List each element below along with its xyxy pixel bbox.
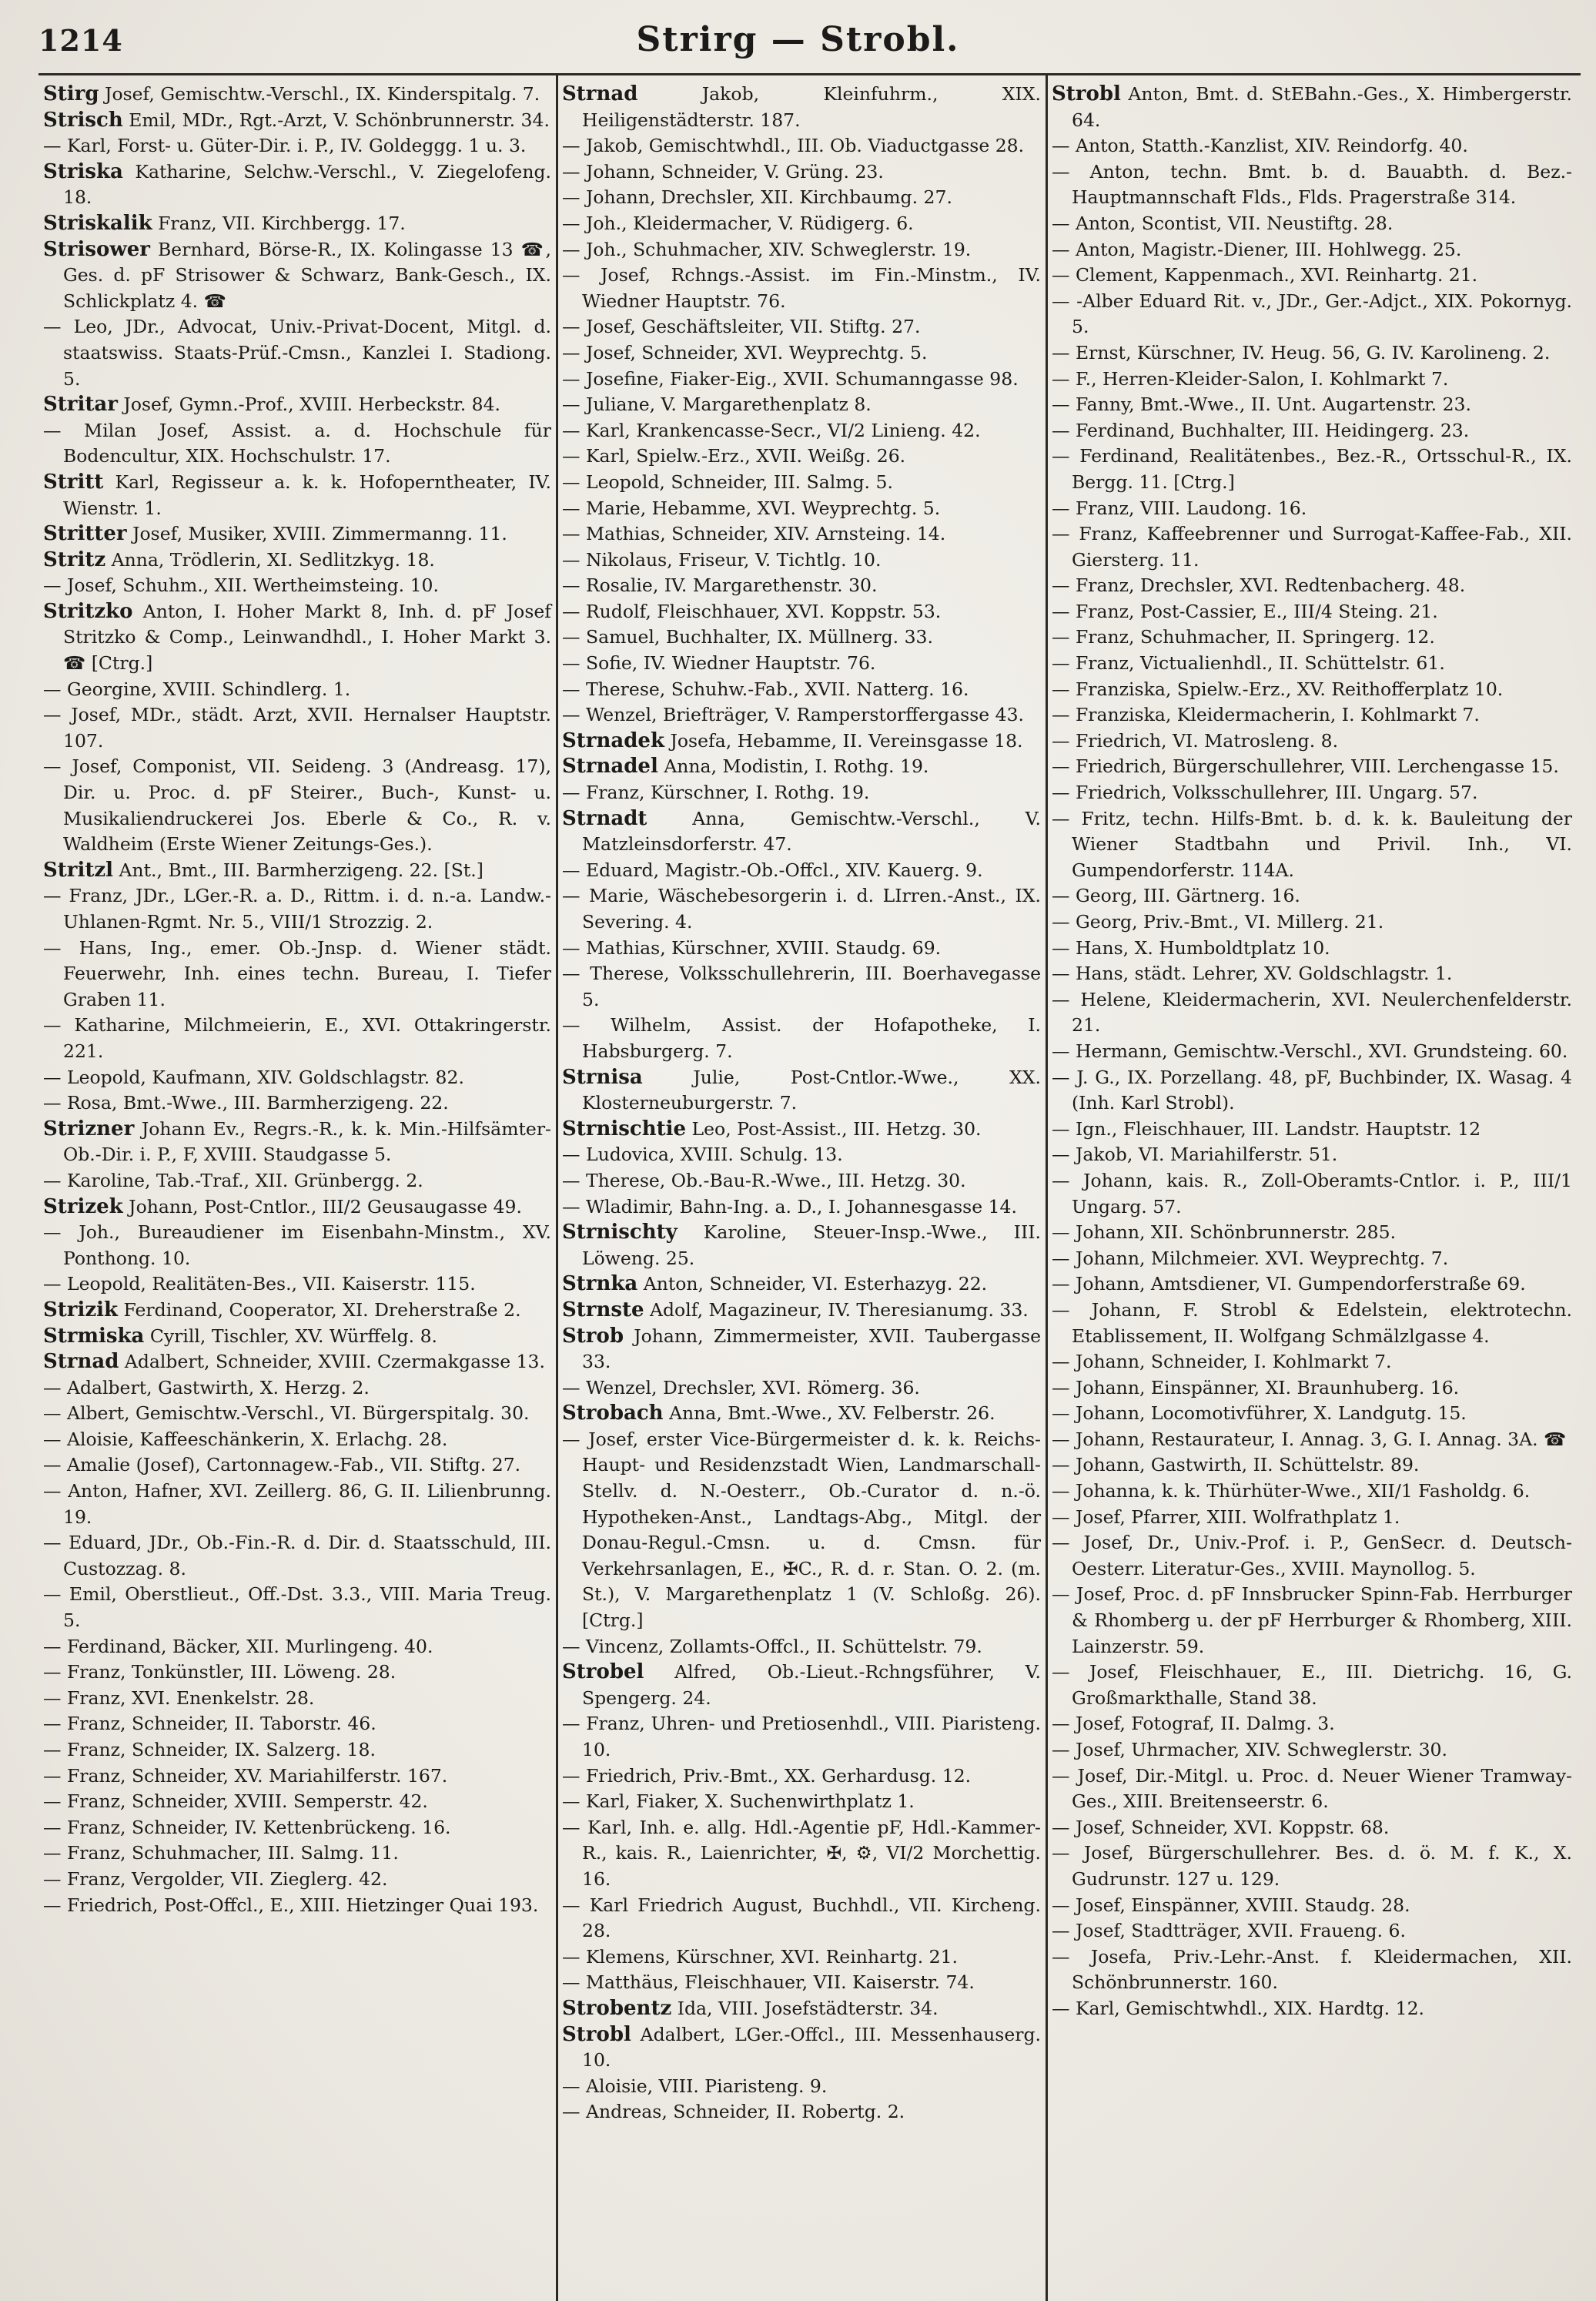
entry-surname: Strnad <box>562 82 638 106</box>
directory-entry: — Josef, Geschäftsleiter, VII. Stiftg. 27. <box>562 316 921 338</box>
directory-entry: — J. G., IX. Porzellang. 48, pF, Buchbinder, IX. Wasag. 4 (Inh. Karl Strobl). <box>1052 1066 1572 1114</box>
directory-entry: — Albert, Gemischtw.-Verschl., VI. Bürgerspitalg. 30. <box>43 1402 530 1425</box>
directory-entry: — Karl Friedrich August, Buchhdl., VII. Kircheng. 28. <box>562 1894 1041 1942</box>
directory-entry: — Nikolaus, Friseur, V. Tichtlg. 10. <box>562 548 882 571</box>
entry-surname: Strnka <box>562 1272 638 1296</box>
header-rule <box>38 73 1581 75</box>
directory-entry: — Fritz, techn. Hilfs-Bmt. b. d. k. k. Bauleitung der Wiener Stadtbahn und Privil. Inh., VI. Gumpendorferstr. 114A. <box>1052 807 1572 881</box>
directory-entry: — Josefa, Priv.-Lehr.-Anst. f. Kleidermachen, XII. Schönbrunnerstr. 160. <box>1052 1945 1572 1994</box>
directory-entry: — Johann, Drechsler, XII. Kirchbaumg. 27. <box>562 186 952 209</box>
entry-surname: Strnadt <box>562 806 647 830</box>
entry-surname: Strizik <box>43 1298 119 1321</box>
directory-entry: — Johann, Einspänner, XI. Braunhuberg. 16. <box>1052 1376 1460 1398</box>
directory-entry: — Karoline, Tab.-Traf., XII. Grünbergg. 2. <box>43 1169 423 1191</box>
directory-entry: — Hans, X. Humboldtplatz 10. <box>1052 936 1330 959</box>
directory-entry: — Georg, Priv.-Bmt., VI. Millerg. 21. <box>1052 911 1384 933</box>
directory-entry: — Franz, Victualienhdl., II. Schüttelstr. 61. <box>1052 652 1445 675</box>
directory-entry: — Franz, Schneider, II. Taborstr. 46. <box>43 1713 376 1735</box>
directory-entry: — Therese, Ob.-Bau-R.-Wwe., III. Hetzg. 30. <box>562 1169 966 1191</box>
column-3 <box>1052 82 1572 2022</box>
directory-entry: Strisch Emil, MDr., Rgt.-Arzt, V. Schönbrunnerstr. 34. <box>43 108 550 132</box>
directory-entry: — Josef, Pfarrer, XIII. Wolfrathplatz 1. <box>1052 1506 1400 1528</box>
directory-entry: — Matthäus, Fleischhauer, VII. Kaiserstr. 74. <box>562 1971 975 1994</box>
directory-entry: — Eduard, Magistr.-Ob.-Offcl., XIV. Kauerg. 9. <box>562 859 983 881</box>
directory-entry: — Klemens, Kürschner, XVI. Reinhartg. 21. <box>562 1945 959 1968</box>
directory-entry: — Wenzel, Drechsler, XVI. Römerg. 36. <box>562 1376 920 1398</box>
entry-surname: Strmiska <box>43 1324 145 1348</box>
directory-entry: — Andreas, Schneider, II. Robertg. 2. <box>562 2101 905 2123</box>
directory-entry: Strob Johann, Zimmermeister, XVII. Taubergasse 33. <box>562 1324 1041 1373</box>
directory-entry: — Hans, städt. Lehrer, XV. Goldschlagstr. 1. <box>1052 963 1453 985</box>
directory-entry: — Anton, Hafner, XVI. Zeillerg. 86, G. II. Lilienbrunng. 19. <box>43 1480 551 1528</box>
directory-entry: — Karl, Krankencasse-Secr., VI/2 Linieng. 42. <box>562 419 981 441</box>
column-divider-2 <box>1046 73 1048 2301</box>
directory-entry: — Johann, Locomotivführer, X. Landgutg. 15. <box>1052 1402 1467 1425</box>
directory-entry: — Amalie (Josef), Cartonnagew.-Fab., VII. Stiftg. 27. <box>43 1454 521 1476</box>
directory-entry: Strizner Johann Ev., Regrs.-R., k. k. Min.-Hilfsämter-Ob.-Dir. i. P., F, XVIII. Staudgasse 5. <box>43 1117 551 1166</box>
directory-entry: — Aloisie, Kaffeeschänkerin, X. Erlachg. 28. <box>43 1428 448 1450</box>
entry-surname: Strizek <box>43 1194 123 1218</box>
directory-entry: — Karl, Fiaker, X. Suchenwirthplatz 1. <box>562 1790 915 1813</box>
directory-entry: — Josef, Uhrmacher, XIV. Schweglerstr. 30. <box>1052 1739 1447 1760</box>
directory-entry: — Friedrich, Priv.-Bmt., XX. Gerhardusg. 12. <box>562 1764 972 1787</box>
directory-entry: Striska Katharine, Selchw.-Verschl., V. Ziegelofeng. 18. <box>43 159 551 209</box>
directory-entry: — Anton, Magistr.-Diener, III. Hohlwegg. 25. <box>1052 238 1462 260</box>
entry-surname: Striskalik <box>43 211 152 235</box>
directory-entry: — Josef, erster Vice-Bürgermeister d. k. k. Reichs-Haupt- und Residenzstadt Wien, Landmarschall-Stellv. d. N.-Oesterr., Ob.-Curator d. n.-ö. Hypotheken-Anst., Landtags-Abg., Mitgl. der Donau-Regul.-Cmsn. u. d. Cmsn. für Verkehrsanlagen, E., ✠C., R. d. r. Stan. O. 2. (m. St.), V. Margarethenplatz 1 (V. Schloßg. 26). [Ctrg.] <box>562 1428 1041 1632</box>
directory-entry: — Friedrich, VI. Matrosleng. 8. <box>1052 729 1339 752</box>
directory-entry: Strisower Bernhard, Börse-R., IX. Kolingasse 13 ☎, Ges. d. pF Strisower & Schwarz, Bank-Gesch., IX. Schlickplatz 4. ☎ <box>43 237 551 312</box>
entry-surname: Strnad <box>43 1350 119 1374</box>
directory-entry: — Clement, Kappenmach., XVI. Reinhartg. 21. <box>1052 264 1478 286</box>
running-head: Strirg — Strobl. <box>636 20 960 59</box>
entry-surname: Strobl <box>562 2022 631 2046</box>
directory-entry: — Ferdinand, Realitätenbes., Bez.-R., Ortsschul-R., IX. Bergg. 11. [Ctrg.] <box>1052 445 1572 493</box>
column-1 <box>43 82 551 1918</box>
directory-entry: — Juliane, V. Margarethenplatz 8. <box>562 394 872 416</box>
directory-entry: — Franz, Schuhmacher, III. Salmg. 11. <box>43 1842 399 1864</box>
directory-entry: — Josef, Bürgerschullehrer. Bes. d. ö. M. f. K., X. Gudrunstr. 127 u. 129. <box>1052 1842 1572 1890</box>
entry-surname: Stritz <box>43 548 106 571</box>
entry-surname: Striska <box>43 159 123 183</box>
directory-entry: — Franz, Vergolder, VII. Zieglerg. 42. <box>43 1867 388 1890</box>
directory-entry: — Johanna, k. k. Thürhüter-Wwe., XII/1 Fasholdg. 6. <box>1052 1480 1531 1502</box>
directory-entry: — Wilhelm, Assist. der Hofapotheke, I. Habsburgerg. 7. <box>562 1014 1041 1062</box>
entry-surname: Strobach <box>562 1402 664 1425</box>
directory-entry: Strnadel Anna, Modistin, I. Rothg. 19. <box>562 755 929 779</box>
directory-entry: — Josef, Einspänner, XVIII. Staudg. 28. <box>1052 1894 1410 1916</box>
directory-entry: — -Alber Eduard Rit. v., JDr., Ger.-Adjct., XIX. Pokornyg. 5. <box>1052 290 1572 338</box>
directory-entry: — Johann, Milchmeier. XVI. Weyprechtg. 7. <box>1052 1247 1449 1269</box>
directory-entry: — Johann, Restaurateur, I. Annag. 3, G. I. Annag. 3A. ☎ <box>1052 1428 1567 1450</box>
directory-entry: Strobel Alfred, Ob.-Lieut.-Rchngsführer, V. Spengerg. 24. <box>562 1660 1041 1709</box>
directory-entry: — Wladimir, Bahn-Ing. a. D., I. Johannesgasse 14. <box>562 1195 1017 1217</box>
directory-entry: — Josef, Fleischhauer, E., III. Dietrichg. 16, G. Großmarkthalle, Stand 38. <box>1052 1661 1572 1709</box>
directory-entry: — Josef, Rchngs.-Assist. im Fin.-Minstm., IV. Wiedner Hauptstr. 76. <box>562 264 1041 312</box>
directory-entry: — Franziska, Spielw.-Erz., XV. Reithofferplatz 10. <box>1052 678 1504 700</box>
directory-entry: — Karl, Gemischtwhdl., XIX. Hardtg. 12. <box>1052 1997 1424 2019</box>
directory-entry: — Emil, Oberstlieut., Off.-Dst. 3.3., VIII. Maria Treug. 5. <box>43 1583 551 1632</box>
directory-entry: — Marie, Wäschebesorgerin i. d. LIrren.-Anst., IX. Severing. 4. <box>562 885 1041 933</box>
directory-entry: — Franz, Schneider, XVIII. Semperstr. 42. <box>43 1790 428 1813</box>
directory-entry: — Anton, Scontist, VII. Neustiftg. 28. <box>1052 212 1394 234</box>
directory-entry: — Franz, Schneider, IV. Kettenbrückeng. 16. <box>43 1816 451 1838</box>
directory-entry: — Ferdinand, Buchhalter, III. Heidingerg. 23. <box>1052 419 1470 441</box>
directory-entry: Strnste Adolf, Magazineur, IV. Theresianumg. 33. <box>562 1298 1029 1321</box>
directory-entry: — Franz, Kaffeebrenner und Surrogat-Kaffee-Fab., XII. Giersterg. 11. <box>1052 523 1572 571</box>
directory-entry: — Karl, Forst- u. Güter-Dir. i. P., IV. Goldeggg. 1 u. 3. <box>43 135 527 157</box>
directory-entry: — Georg, III. Gärtnerg. 16. <box>1052 885 1300 907</box>
entry-surname: Strnadel <box>562 755 658 779</box>
directory-entry: Stritzko Anton, I. Hoher Markt 8, Inh. d. pF Josef Stritzko & Comp., Leinwandhdl., I. Hoher Markt 3. ☎ [Ctrg.] <box>43 599 551 675</box>
entry-surname: Strisch <box>43 108 123 132</box>
directory-entry: Strnischtie Leo, Post-Assist., III. Hetzg. 30. <box>562 1117 982 1140</box>
directory-entry: — Franz, Drechsler, XVI. Redtenbacherg. 48. <box>1052 574 1466 597</box>
directory-entry: Strobach Anna, Bmt.-Wwe., XV. Felberstr. 26. <box>562 1402 995 1425</box>
directory-entry: Strnadek Josefa, Hebamme, II. Vereinsgasse 18. <box>562 728 1023 752</box>
directory-entry: Stritter Josef, Musiker, XVIII. Zimmermanng. 11. <box>43 522 507 546</box>
entry-surname: Stritar <box>43 393 118 417</box>
entry-surname: Strnste <box>562 1298 644 1321</box>
directory-entry: — Hans, Ing., emer. Ob.-Jnsp. d. Wiener städt. Feuerwehr, Inh. eines techn. Bureau, I. Tiefer Graben 11. <box>43 936 551 1010</box>
directory-entry: — Jakob, Gemischtwhdl., III. Ob. Viaductgasse 28. <box>562 135 1025 157</box>
directory-entry: — Josefine, Fiaker-Eig., XVII. Schumanngasse 98. <box>562 367 1019 390</box>
directory-entry: — Josef, Stadtträger, XVII. Fraueng. 6. <box>1052 1920 1406 1942</box>
directory-entry: — Eduard, JDr., Ob.-Fin.-R. d. Dir. d. Staatsschuld, III. Custozzag. 8. <box>43 1532 551 1579</box>
directory-entry: Strnadt Anna, Gemischtw.-Verschl., V. Matzleinsdorferstr. 47. <box>562 806 1041 856</box>
entry-surname: Strnischtie <box>562 1117 687 1140</box>
directory-entry: — Mathias, Kürschner, XVIII. Staudg. 69. <box>562 936 942 959</box>
directory-entry: — Franz, JDr., LGer.-R. a. D., Rittm. i. d. n.-a. Landw.-Uhlanen-Rgmt. Nr. 5., VIII/1 Strozzig. 2. <box>43 885 551 933</box>
directory-entry: — F., Herren-Kleider-Salon, I. Kohlmarkt 7. <box>1052 367 1449 390</box>
entry-surname: Strnisa <box>562 1065 643 1089</box>
directory-entry: — Anton, Statth.-Kanzlist, XIV. Reindorfg. 40. <box>1052 135 1468 157</box>
directory-entry: — Mathias, Schneider, XIV. Arnsteing. 14. <box>562 523 946 545</box>
entry-surname: Stirg <box>43 82 99 106</box>
entry-surname: Stritter <box>43 522 127 546</box>
entry-surname: Strisower <box>43 237 150 261</box>
directory-entry: — Marie, Hebamme, XVI. Weyprechtg. 5. <box>562 497 941 519</box>
directory-entry: — Friedrich, Bürgerschullehrer, VIII. Lerchengasse 15. <box>1052 755 1559 778</box>
directory-entry: Strnad Adalbert, Schneider, XVIII. Czermakgasse 13. <box>43 1350 545 1374</box>
directory-entry: Strizek Johann, Post-Cntlor., III/2 Geusaugasse 49. <box>43 1194 522 1218</box>
directory-entry: — Leopold, Schneider, III. Salmg. 5. <box>562 471 893 493</box>
directory-entry: — Franz, Schuhmacher, II. Springerg. 12. <box>1052 626 1435 648</box>
directory-entry: Strobentz Ida, VIII. Josefstädterstr. 34. <box>562 1996 939 2020</box>
directory-entry: Strobl Anton, Bmt. d. StEBahn.-Ges., X. Himbergerstr. 64. <box>1052 82 1572 131</box>
directory-entry: Stritzl Ant., Bmt., III. Barmherzigeng. 22. [St.] <box>43 858 483 882</box>
directory-entry: — Leopold, Kaufmann, XIV. Goldschlagstr. 82. <box>43 1066 464 1088</box>
directory-entry: — Franz, VIII. Laudong. 16. <box>1052 497 1307 519</box>
entry-surname: Stritzko <box>43 599 133 623</box>
directory-entry: — Josef, Schneider, XVI. Koppstr. 68. <box>1052 1816 1390 1838</box>
directory-entry: Stritz Anna, Trödlerin, XI. Sedlitzkyg. 18. <box>43 548 435 571</box>
directory-entry: Stritar Josef, Gymn.-Prof., XVIII. Herbeckstr. 84. <box>43 393 501 417</box>
entry-surname: Stritt <box>43 470 104 494</box>
directory-entry: — Franz, Schneider, XV. Mariahilferstr. 167. <box>43 1764 448 1787</box>
directory-entry: — Anton, techn. Bmt. b. d. Bauabth. d. Bez.-Hauptmannschaft Flds., Flds. Pragerstraße 314. <box>1052 160 1572 209</box>
directory-entry: — Friedrich, Post-Offcl., E., XIII. Hietzinger Quai 193. <box>43 1894 539 1916</box>
directory-entry: — Franziska, Kleidermacherin, I. Kohlmarkt 7. <box>1052 704 1480 726</box>
entry-surname: Strobel <box>562 1660 644 1684</box>
directory-entry: Strnisa Julie, Post-Cntlor.-Wwe., XX. Klosterneuburgerstr. 7. <box>562 1065 1041 1114</box>
directory-entry: — Johann, Schneider, V. Grüng. 23. <box>562 160 884 183</box>
directory-entry: — Ign., Fleischhauer, III. Landstr. Hauptstr. 12 <box>1052 1117 1481 1140</box>
directory-entry: — Johann, Gastwirth, II. Schüttelstr. 89. <box>1052 1454 1420 1476</box>
directory-entry: — Johann, kais. R., Zoll-Oberamts-Cntlor. i. P., III/1 Ungarg. 57. <box>1052 1169 1572 1217</box>
directory-entry: — Josef, MDr., städt. Arzt, XVII. Hernalser Hauptstr. 107. <box>43 704 551 752</box>
directory-entry: — Joh., Kleidermacher, V. Rüdigerg. 6. <box>562 212 914 234</box>
directory-entry: — Franz, Post-Cassier, E., III/4 Steing. 21. <box>1052 600 1438 622</box>
directory-entry: — Joh., Schuhmacher, XIV. Schweglerstr. 19. <box>562 238 972 260</box>
directory-entry: — Leo, JDr., Advocat, Univ.-Privat-Docent, Mitgl. d. staatswiss. Staats-Prüf.-Cmsn., Kanzlei I. Stadiong. 5. <box>43 316 551 390</box>
directory-entry: — Wenzel, Briefträger, V. Ramperstorffergasse 43. <box>562 704 1025 726</box>
directory-entry: — Josef, Dr., Univ.-Prof. i. P., GenSecr. d. Deutsch-Oesterr. Literatur-Ges., XVIII. Maynollog. 5. <box>1052 1532 1572 1579</box>
directory-entry: — Karl, Inh. e. allg. Hdl.-Agentie pF, Hdl.-Kammer-R., kais. R., Laienrichter, ✠, ⚙, VI/2 Morchettig. 16. <box>562 1816 1041 1890</box>
directory-entry: — Katharine, Milchmeierin, E., XVI. Ottakringerstr. 221. <box>43 1014 551 1062</box>
directory-entry: — Ferdinand, Bäcker, XII. Murlingeng. 40. <box>43 1635 433 1657</box>
column-divider-1 <box>556 73 558 2301</box>
directory-entry: Strizik Ferdinand, Cooperator, XI. Dreherstraße 2. <box>43 1298 521 1321</box>
directory-entry: — Franz, XVI. Enenkelstr. 28. <box>43 1686 315 1709</box>
directory-entry: — Johann, F. Strobl & Edelstein, elektrotechn. Etablissement, II. Wolfgang Schmälzlgasse 4. <box>1052 1298 1572 1347</box>
directory-entry: — Rosalie, IV. Margarethenstr. 30. <box>562 574 878 597</box>
directory-entry: — Jakob, VI. Mariahilferstr. 51. <box>1052 1144 1338 1166</box>
directory-entry: — Sofie, IV. Wiedner Hauptstr. 76. <box>562 652 876 675</box>
entry-surname: Strobentz <box>562 1996 672 2020</box>
entry-surname: Strnadek <box>562 728 664 752</box>
directory-entry: Strnad Jakob, Kleinfuhrm., XIX. Heiligenstädterstr. 187. <box>562 82 1041 131</box>
directory-entry: — Franz, Uhren- und Pretiosenhdl., VIII. Piaristeng. 10. <box>562 1713 1041 1760</box>
entry-surname: Strobl <box>1052 82 1121 106</box>
directory-entry: Strnischty Karoline, Steuer-Insp.-Wwe., III. Löweng. 25. <box>562 1221 1041 1269</box>
directory-entry: — Helene, Kleidermacherin, XVI. Neulerchenfelderstr. 21. <box>1052 988 1572 1037</box>
entry-surname: Strizner <box>43 1117 135 1140</box>
directory-entry: — Josef, Schuhm., XII. Wertheimsteing. 10. <box>43 574 439 597</box>
directory-entry: — Joh., Bureaudiener im Eisenbahn-Minstm., XV. Ponthong. 10. <box>43 1221 551 1269</box>
directory-entry: — Johann, XII. Schönbrunnerstr. 285. <box>1052 1221 1397 1244</box>
directory-entry: — Leopold, Realitäten-Bes., VII. Kaiserstr. 115. <box>43 1273 476 1295</box>
directory-entry: Strobl Adalbert, LGer.-Offcl., III. Messenhauserg. 10. <box>562 2022 1041 2072</box>
entry-surname: Strnischty <box>562 1221 678 1244</box>
directory-entry: — Therese, Schuhw.-Fab., XVII. Natterg. 16. <box>562 678 969 700</box>
directory-entry: — Ernst, Kürschner, IV. Heug. 56, G. IV. Karolineng. 2. <box>1052 341 1551 363</box>
directory-entry: Striskalik Franz, VII. Kirchbergg. 17. <box>43 211 406 235</box>
directory-entry: — Samuel, Buchhalter, IX. Müllnerg. 33. <box>562 626 933 648</box>
entry-surname: Stritzl <box>43 858 114 882</box>
directory-entry: — Georgine, XVIII. Schindlerg. 1. <box>43 678 351 700</box>
directory-entry: Stirg Josef, Gemischtw.-Verschl., IX. Kinderspitalg. 7. <box>43 82 540 106</box>
page-number: 1214 <box>38 23 123 58</box>
directory-entry: — Rudolf, Fleischhauer, XVI. Koppstr. 53. <box>562 600 942 622</box>
directory-entry: — Therese, Volksschullehrerin, III. Boerhavegasse 5. <box>562 963 1041 1010</box>
directory-entry: — Johann, Amtsdiener, VI. Gumpendorferstraße 69. <box>1052 1273 1526 1295</box>
directory-entry: — Hermann, Gemischtw.-Verschl., XVI. Grundsteing. 60. <box>1052 1040 1568 1062</box>
directory-entry: — Fanny, Bmt.-Wwe., II. Unt. Augartenstr. 23. <box>1052 394 1471 416</box>
directory-entry: — Johann, Schneider, I. Kohlmarkt 7. <box>1052 1351 1392 1373</box>
directory-entry: — Karl, Spielw.-Erz., XVII. Weißg. 26. <box>562 445 906 467</box>
entry-surname: Strob <box>562 1324 624 1348</box>
directory-entry: — Franz, Tonkünstler, III. Löweng. 28. <box>43 1661 396 1683</box>
directory-entry: — Josef, Componist, VII. Seideng. 3 (Andreasg. 17), Dir. u. Proc. d. pF Steirer., Buch-, Kunst- u. Musikaliendruckerei Jos. Eberle & Co., R. v. Waldheim (Erste Wiener Zeitungs-Ges.). <box>43 755 551 856</box>
directory-entry: — Josef, Fotograf, II. Dalmg. 3. <box>1052 1713 1335 1735</box>
directory-entry: — Josef, Proc. d. pF Innsbrucker Spinn-Fab. Herrburger & Rhomberg u. der pF Herrburger & Rhomberg, XIII. Lainzerstr. 59. <box>1052 1583 1572 1657</box>
directory-entry: — Josef, Dir.-Mitgl. u. Proc. d. Neuer Wiener Tramway-Ges., XIII. Breitenseerstr. 6. <box>1052 1764 1572 1813</box>
directory-entry: Stritt Karl, Regisseur a. k. k. Hofoperntheater, IV. Wienstr. 1. <box>43 470 551 519</box>
column-2 <box>562 82 1041 2125</box>
directory-entry: — Franz, Kürschner, I. Rothg. 19. <box>562 782 870 804</box>
directory-entry: — Franz, Schneider, IX. Salzerg. 18. <box>43 1739 376 1760</box>
directory-entry: — Adalbert, Gastwirth, X. Herzg. 2. <box>43 1376 370 1398</box>
directory-entry: — Josef, Schneider, XVI. Weyprechtg. 5. <box>562 341 928 363</box>
directory-entry: — Aloisie, VIII. Piaristeng. 9. <box>562 2075 828 2097</box>
directory-entry: Strmiska Cyrill, Tischler, XV. Würffelg. 8. <box>43 1324 438 1348</box>
directory-entry: — Milan Josef, Assist. a. d. Hochschule für Bodencultur, XIX. Hochschulstr. 17. <box>43 419 551 467</box>
directory-entry: — Friedrich, Volksschullehrer, III. Ungarg. 57. <box>1052 782 1478 804</box>
directory-entry: Strnka Anton, Schneider, VI. Esterhazyg. 22. <box>562 1272 988 1296</box>
directory-entry: — Rosa, Bmt.-Wwe., III. Barmherzigeng. 22. <box>43 1092 449 1114</box>
directory-entry: — Vincenz, Zollamts-Offcl., II. Schüttelstr. 79. <box>562 1635 982 1657</box>
directory-entry: — Ludovica, XVIII. Schulg. 13. <box>562 1144 843 1166</box>
